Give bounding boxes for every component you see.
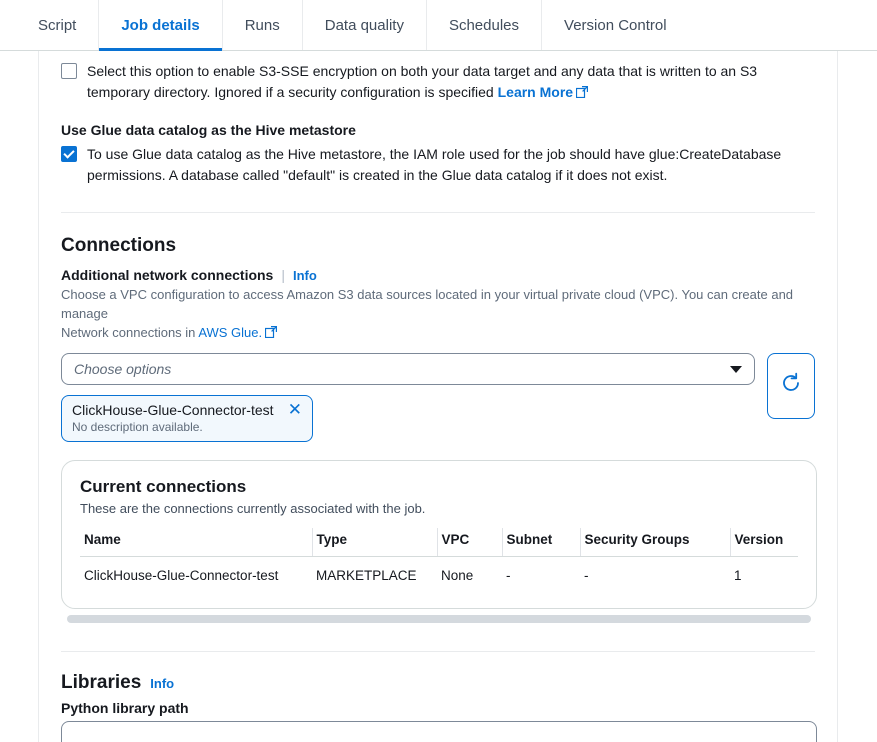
connections-heading: Connections [61,235,177,256]
connections-description-line2: Network connections in [61,325,196,340]
token-sublabel: No description available. [72,420,203,434]
column-header-subnet[interactable]: Subnet [502,528,580,557]
tab-script[interactable] [16,0,99,50]
connections-select[interactable] [61,353,755,385]
tab-bar [0,0,877,51]
tab-data-quality[interactable] [303,0,427,50]
tab-label: Job details [121,16,200,34]
column-header-name[interactable]: Name [80,528,312,557]
divider [61,212,815,213]
column-header-type[interactable]: Type [312,528,437,557]
current-connections-subtitle: These are the connections currently associated with the job. [80,501,426,516]
python-library-path-input[interactable] [61,721,817,742]
table-row[interactable] [80,557,798,595]
field-label: Additional network connections [61,267,274,283]
hive-metastore-checkbox[interactable] [61,146,77,162]
cell-subnet: - [506,568,511,583]
token-label: ClickHouse-Glue-Connector-test [72,402,274,418]
current-connections-table [80,528,798,594]
label-divider: | [281,267,285,283]
connections-select-placeholder: Choose options [74,361,172,377]
tab-job-details[interactable] [99,0,222,50]
tab-label: Data quality [324,16,404,34]
column-header-vpc[interactable]: VPC [437,528,502,557]
refresh-icon [780,372,802,400]
current-connections-title: Current connections [80,477,247,496]
hive-metastore-description: To use Glue data catalog as the Hive metastore, the IAM role used for the job should have glue:CreateDatabase permissions. A database called "default" is created in the Glue data catalog if it does not exist. [87,146,782,183]
current-connections-box [61,460,817,609]
external-link-icon [576,83,588,104]
s3-sse-text: Select this option to enable S3-SSE encryption on both your data target and any data that is written to an S3 temporary directory. Ignored if a security configuration is specified [87,63,758,100]
learn-more-link[interactable]: Learn More [497,84,574,100]
additional-network-connections-label-row [61,267,815,283]
python-library-path-label: Python library path [61,700,189,716]
column-header-version[interactable]: Version [730,528,798,557]
info-link[interactable]: Info [293,267,317,283]
s3-sse-checkbox[interactable] [61,63,77,79]
divider [61,651,815,652]
table-header-row [80,528,798,557]
tab-label: Schedules [448,16,520,34]
refresh-connections-button[interactable] [767,353,815,419]
hive-metastore-heading: Use Glue data catalog as the Hive metastore [61,122,356,138]
cell-type: MARKETPLACE [316,568,417,583]
tab-label: Runs [244,16,280,34]
cell-security-groups: - [584,568,589,583]
tab-version-control[interactable] [542,0,689,50]
chevron-down-icon [730,366,742,373]
cell-version: 1 [734,568,742,583]
cell-name: ClickHouse-Glue-Connector-test [84,568,279,583]
connections-select-row [61,353,815,442]
libraries-heading-row [61,672,815,694]
libraries-heading: Libraries [61,672,142,693]
current-connections-container [61,460,817,625]
column-header-security-groups[interactable]: Security Groups [580,528,730,557]
external-link-icon [265,324,277,343]
s3-sse-option-row[interactable] [61,61,815,104]
hive-metastore-option-row[interactable] [61,144,815,186]
scrollbar-thumb[interactable] [67,615,811,623]
tab-label: Version Control [564,16,667,34]
cell-vpc: None [441,568,474,583]
aws-glue-link[interactable]: AWS Glue. [198,325,263,340]
connections-description [61,285,801,343]
connections-description-line1: Choose a VPC configuration to access Amazon S3 data sources located in your virtual private cloud (VPC). You can create and manage [61,287,794,321]
close-icon[interactable]: ✕ [287,400,302,419]
tab-label: Script [38,16,77,34]
table-horizontal-scrollbar[interactable] [61,613,817,625]
tab-runs[interactable] [223,0,303,50]
selected-connection-token[interactable] [61,395,313,442]
job-details-panel [38,51,838,742]
tab-schedules[interactable] [427,0,542,50]
s3-sse-description [87,61,807,104]
info-link[interactable]: Info [150,676,175,691]
page-body [0,51,877,742]
